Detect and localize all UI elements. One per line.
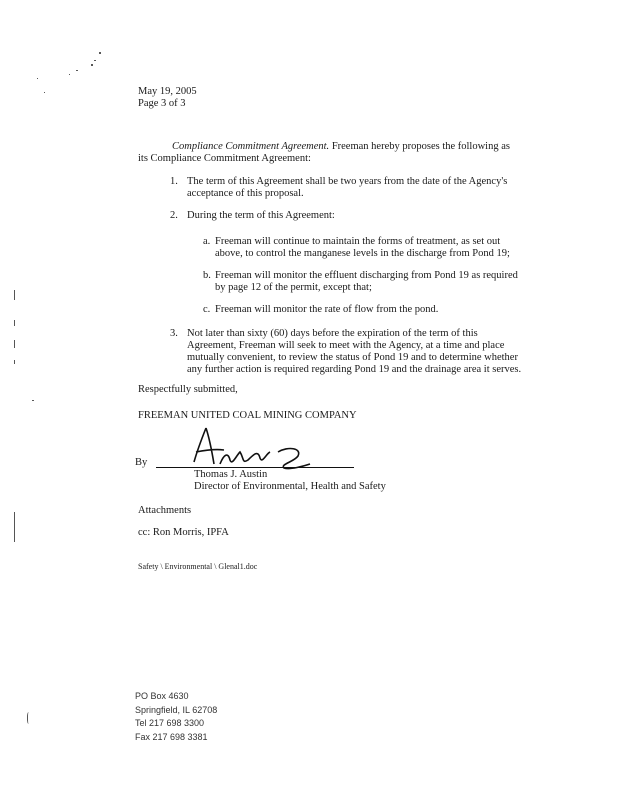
subitem-c-letter: c. xyxy=(203,304,211,315)
signature-line xyxy=(156,467,354,468)
intro-line-1-rest: Freeman hereby proposes the following as xyxy=(331,141,510,152)
item-3-number: 3. xyxy=(170,328,178,339)
attachments-label: Attachments xyxy=(138,505,192,516)
item-2-line-1: During the term of this Agreement: xyxy=(187,210,335,221)
item-1-number: 1. xyxy=(170,176,178,187)
address-fax: Fax 217 698 3381 xyxy=(135,731,208,742)
salutation: Respectfully submitted, xyxy=(138,384,238,395)
subitem-a-line-1: Freeman will continue to maintain the forms of treatment, as set out xyxy=(215,236,501,247)
subitem-c-line-1: Freeman will monitor the rate of flow from the pond. xyxy=(215,304,439,315)
address-city: Springfield, IL 62708 xyxy=(135,704,218,715)
letter-date: May 19, 2005 xyxy=(138,86,197,97)
signature-scribble xyxy=(180,424,330,472)
intro-line-2: its Compliance Commitment Agreement: xyxy=(138,153,311,164)
signer-name: Thomas J. Austin xyxy=(194,469,268,480)
item-1-line-1: The term of this Agreement shall be two years from the date of the Agency's xyxy=(187,176,508,187)
subitem-b-line-2: by page 12 of the permit, except that; xyxy=(215,282,372,293)
intro-heading: Compliance Commitment Agreement. xyxy=(172,141,330,152)
file-path: Safety \ Environmental \ Glenal1.doc xyxy=(138,562,258,571)
signer-title: Director of Environmental, Health and Safety xyxy=(194,481,386,492)
subitem-b-line-1: Freeman will monitor the effluent discharging from Pond 19 as required xyxy=(215,270,518,281)
subitem-b-letter: b. xyxy=(203,270,211,281)
item-1-line-2: acceptance of this proposal. xyxy=(187,188,304,199)
intro-line-1 xyxy=(172,141,510,153)
item-3-line-1: Not later than sixty (60) days before the expiration of the term of this xyxy=(187,328,478,339)
item-3-line-4: any further action is required regarding Pond 19 and the drainage area it serves. xyxy=(187,364,522,375)
by-label: By xyxy=(135,457,148,468)
cc-line: cc: Ron Morris, IPFA xyxy=(138,527,229,538)
company-name: FREEMAN UNITED COAL MINING COMPANY xyxy=(138,410,357,421)
item-2-number: 2. xyxy=(170,210,178,221)
address-po-box: PO Box 4630 xyxy=(135,691,189,701)
address-block xyxy=(135,690,217,744)
item-3-line-2: Agreement, Freeman will seek to meet with the Agency, at a time and place xyxy=(187,340,505,351)
address-tel: Tel 217 698 3300 xyxy=(135,718,205,728)
subitem-a-line-2: above, to control the manganese levels in the discharge from Pond 19; xyxy=(215,248,510,259)
item-3-line-3: mutually convenient, to review the status of Pond 19 and to determine whether xyxy=(187,352,518,363)
page-number: Page 3 of 3 xyxy=(138,98,186,109)
subitem-a-letter: a. xyxy=(203,236,211,247)
